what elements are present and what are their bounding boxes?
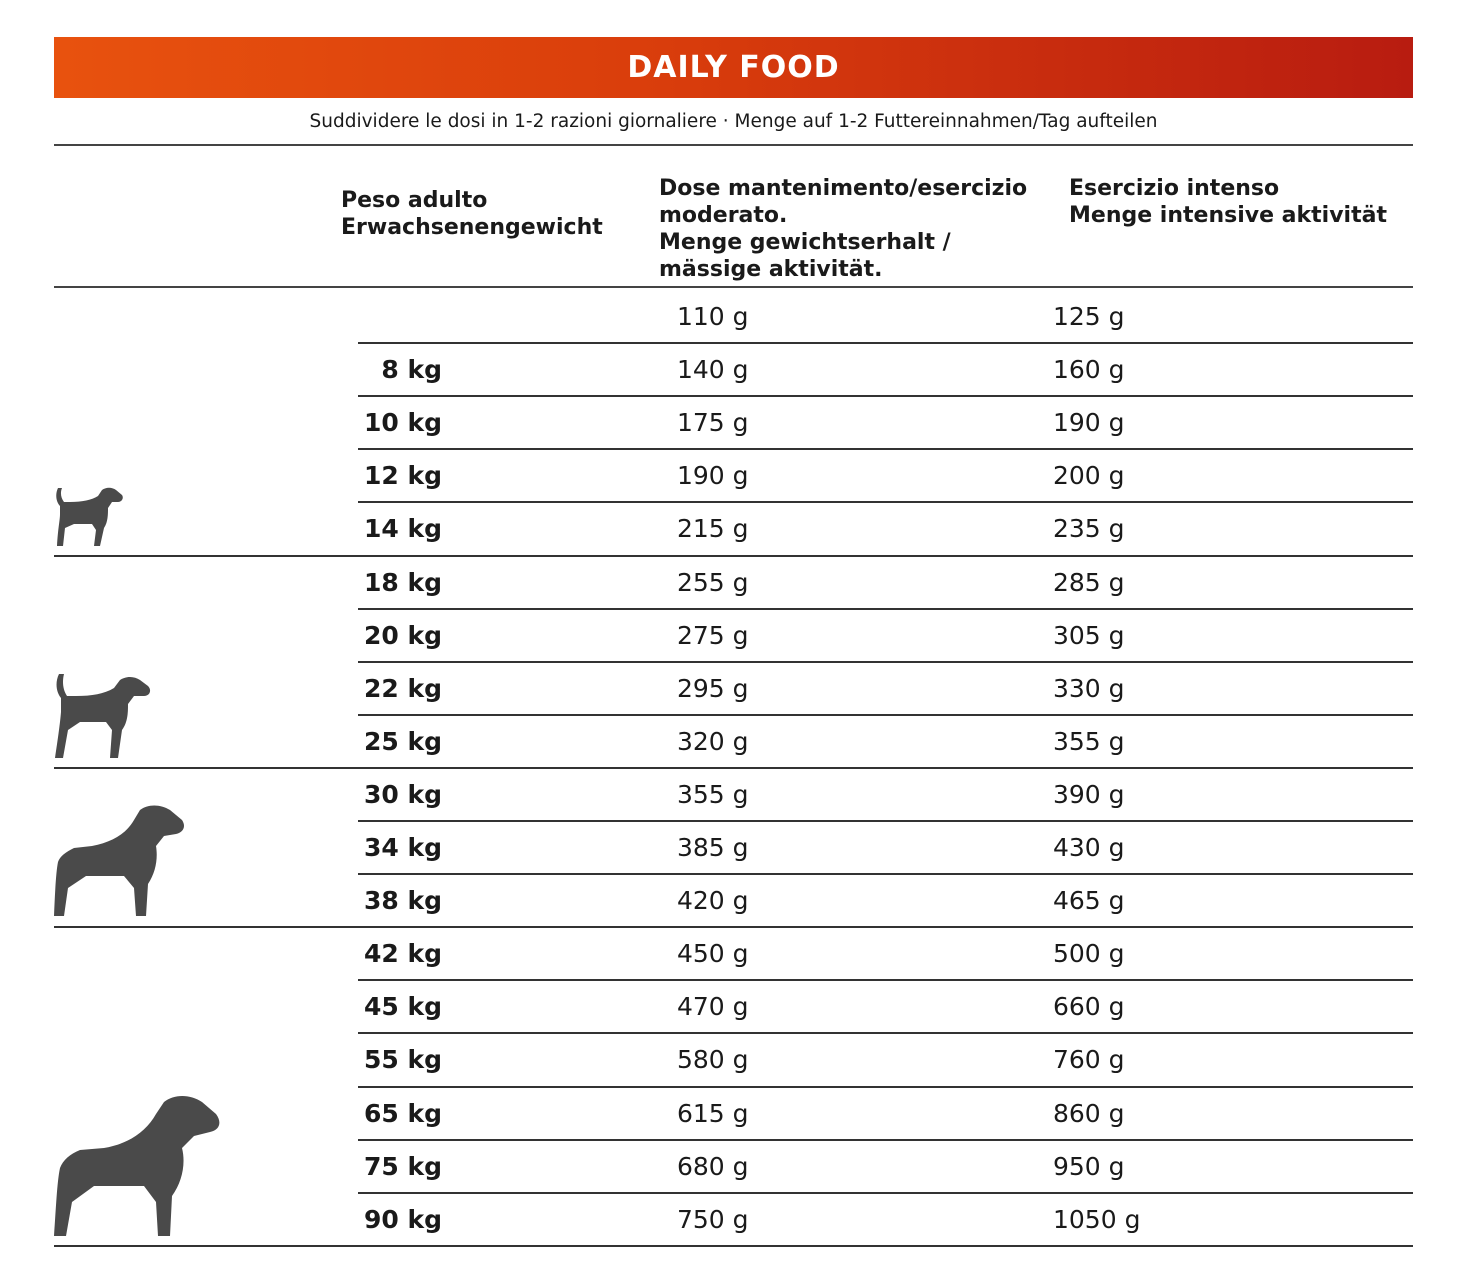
maintenance-dose-cell: 450 g <box>677 938 749 968</box>
intense-dose-cell: 465 g <box>1053 885 1125 915</box>
maintenance-dose-cell: 275 g <box>677 620 749 650</box>
weight-cell: 20 kg <box>363 620 442 650</box>
weight-cell: 90 kg <box>363 1204 442 1234</box>
intense-dose-cell: 660 g <box>1053 991 1125 1021</box>
maintenance-dose-cell: 750 g <box>677 1204 749 1234</box>
maintenance-dose-cell: 190 g <box>677 460 749 490</box>
subtitle: Suddividere le dosi in 1-2 razioni giornaliere · Menge auf 1-2 Futtereinnahmen/Tag aufteilen <box>309 111 1158 132</box>
intense-dose-cell: 355 g <box>1053 726 1125 756</box>
weight-cell: 34 kg <box>363 832 442 862</box>
small-dog-icon <box>52 484 128 548</box>
group-divider <box>54 1245 1413 1247</box>
maintenance-dose-cell: 110 g <box>677 301 749 331</box>
weight-cell: 25 kg <box>363 726 442 756</box>
maintenance-dose-cell: 295 g <box>677 673 749 703</box>
page-title: DAILY FOOD <box>627 50 840 85</box>
maintenance-dose-cell: 140 g <box>677 354 749 384</box>
header-bottom-divider <box>54 286 1413 288</box>
weight-cell: 12 kg <box>363 460 442 490</box>
intense-dose-cell: 160 g <box>1053 354 1125 384</box>
intense-dose-cell: 305 g <box>1053 620 1125 650</box>
intense-dose-cell: 285 g <box>1053 567 1125 597</box>
maintenance-dose-cell: 420 g <box>677 885 749 915</box>
weight-cell: 42 kg <box>363 938 442 968</box>
weight-cell: 18 kg <box>363 567 442 597</box>
large-dog-icon <box>52 802 188 920</box>
weight-cell: 8 kg <box>381 354 442 384</box>
medium-dog-icon <box>52 672 154 760</box>
row-divider <box>358 820 1413 822</box>
intense-dose-cell: 235 g <box>1053 513 1125 543</box>
header-weight: Peso adulto Erwachsenengewicht <box>341 188 603 240</box>
maintenance-dose-cell: 680 g <box>677 1151 749 1181</box>
weight-cell: 22 kg <box>363 673 442 703</box>
row-divider <box>358 395 1413 397</box>
row-divider <box>358 979 1413 981</box>
maintenance-dose-cell: 215 g <box>677 513 749 543</box>
weight-cell: 55 kg <box>363 1044 442 1074</box>
maintenance-dose-cell: 255 g <box>677 567 749 597</box>
intense-dose-cell: 860 g <box>1053 1098 1125 1128</box>
weight-cell: 38 kg <box>363 885 442 915</box>
row-divider <box>358 1086 1413 1088</box>
row-divider <box>358 448 1413 450</box>
maintenance-dose-cell: 580 g <box>677 1044 749 1074</box>
intense-dose-cell: 125 g <box>1053 301 1125 331</box>
row-divider <box>358 1192 1413 1194</box>
intense-dose-cell: 330 g <box>1053 673 1125 703</box>
row-divider <box>358 501 1413 503</box>
title-banner <box>54 37 1413 98</box>
weight-cell: 75 kg <box>363 1151 442 1181</box>
row-divider <box>358 342 1413 344</box>
intense-dose-cell: 190 g <box>1053 407 1125 437</box>
row-divider <box>358 873 1413 875</box>
intense-dose-cell: 500 g <box>1053 938 1125 968</box>
intense-dose-cell: 950 g <box>1053 1151 1125 1181</box>
header-intense: Esercizio intenso Menge intensive aktivität <box>1069 176 1387 228</box>
maintenance-dose-cell: 385 g <box>677 832 749 862</box>
header-maintenance: Dose mantenimento/esercizio moderato. Menge gewichtserhalt / mässige aktivität. <box>659 176 1028 282</box>
weight-cell: 45 kg <box>363 991 442 1021</box>
row-divider <box>358 1032 1413 1034</box>
weight-cell <box>340 290 442 342</box>
row-divider <box>358 608 1413 610</box>
intense-dose-cell: 1050 g <box>1053 1204 1141 1234</box>
header-top-divider <box>54 144 1413 146</box>
row-divider <box>358 714 1413 716</box>
row-divider <box>358 661 1413 663</box>
weight-cell: 30 kg <box>363 779 442 809</box>
intense-dose-cell: 390 g <box>1053 779 1125 809</box>
giant-dog-icon <box>52 1092 224 1240</box>
maintenance-dose-cell: 470 g <box>677 991 749 1021</box>
maintenance-dose-cell: 615 g <box>677 1098 749 1128</box>
maintenance-dose-cell: 320 g <box>677 726 749 756</box>
maintenance-dose-cell: 175 g <box>677 407 749 437</box>
weight-cell: 65 kg <box>363 1098 442 1128</box>
intense-dose-cell: 760 g <box>1053 1044 1125 1074</box>
weight-cell: 10 kg <box>363 407 442 437</box>
weight-cell: 14 kg <box>363 513 442 543</box>
intense-dose-cell: 200 g <box>1053 460 1125 490</box>
row-divider <box>358 1139 1413 1141</box>
intense-dose-cell: 430 g <box>1053 832 1125 862</box>
maintenance-dose-cell: 355 g <box>677 779 749 809</box>
